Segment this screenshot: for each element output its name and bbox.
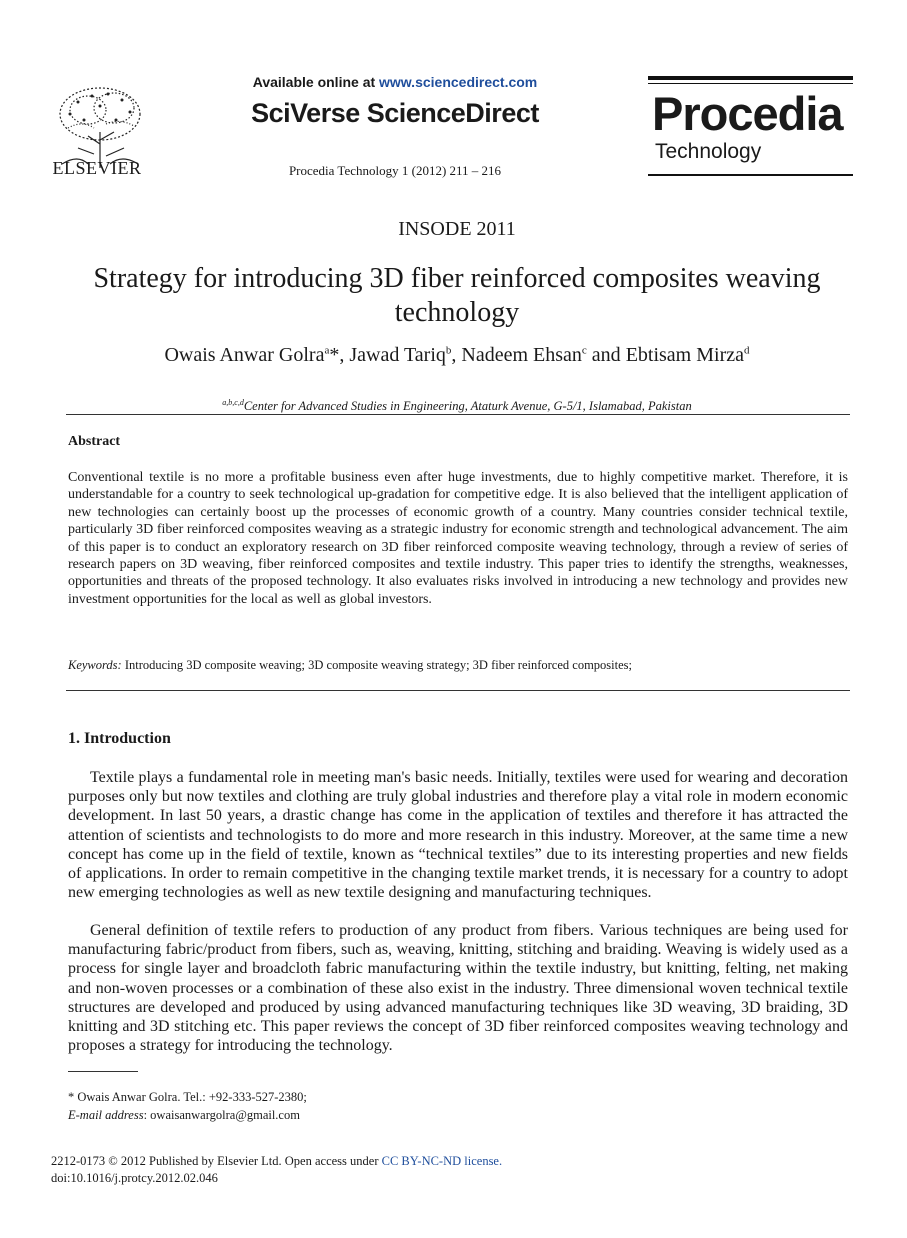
introduction-paragraph-2: General definition of textile refers to production of any product from fibers. Various techniques are being used for manufacturing fabric/product from fibers, such as, weaving, knitting, stitching and braiding. Weaving is widely used as a process for single layer and broadcloth fabric manufacturing within the textile industry, but knitting, felting, net making and non-woven processes or a combination of these also exist in the industry. Three dimensional woven technical textile structures are developed and produced by using advanced manufacturing techniques like 3D weaving, 3D braiding, 3D knitting and 3D stitching etc. This paper reviews the concept of 3D fiber reinforced composites weaving technology and proposes a strategy for introducing the technology. [68, 922, 848, 1055]
author-separator: *, [329, 344, 350, 366]
sciverse-sciencedirect-wordmark: SciVerse ScienceDirect [251, 98, 539, 128]
email-address: : owaisanwargolra@gmail.com [143, 1108, 300, 1122]
introduction-paragraph-1: Textile plays a fundamental role in meeting man's basic needs. Initially, textiles were used for wearing and decoration purposes only but now textiles and clothing are truly global industries and therefore play a vital role in modern economic development. In last 50 years, a drastic change has come in the application of textiles and therefore it has attracted the attention of scientists and technologists to do more and more research in this industry. Moreover, at the same time a new concept has come up in the field of textile, known as “technical textiles” due to its interesting properties and new fields of applications. In order to remain competitive in the changing textile market trends, it is necessary for a country to adopt new emerging technologies as well as new textile designing and manufacturing techniques. [68, 769, 848, 902]
footnote-rule [68, 1071, 138, 1072]
affiliation [60, 398, 854, 414]
paper-title: Strategy for introducing 3D fiber reinforced composites weaving technology [93, 263, 821, 328]
author-name: Owais Anwar Golra [164, 344, 325, 366]
author-affiliation-mark: a [324, 344, 330, 357]
doi-line: doi:10.1016/j.protcy.2012.02.046 [51, 1171, 218, 1185]
footnote-email [68, 1108, 300, 1123]
author-separator: and [586, 344, 626, 366]
author-name: Nadeem Ehsan [461, 344, 582, 366]
abstract-heading: Abstract [68, 434, 121, 449]
procedia-wordmark: Procedia [652, 87, 843, 140]
affiliation-marks: a,b,c,d [222, 398, 244, 407]
copyright-line [51, 1154, 502, 1169]
procedia-bottom-rule [648, 174, 853, 176]
elsevier-wordmark: ELSEVIER [52, 158, 142, 178]
keywords-label: Keywords: [68, 658, 122, 672]
author-list [60, 344, 854, 367]
author-affiliation-mark: c [581, 344, 587, 357]
procedia-top-rule [648, 76, 853, 80]
license-link[interactable]: CC BY-NC-ND license. [381, 1154, 503, 1168]
author-separator: , [451, 344, 462, 366]
available-online-line [180, 74, 610, 90]
keywords-text: Introducing 3D composite weaving; 3D composite weaving strategy; 3D fiber reinforced composites; [121, 658, 632, 672]
author-name: Ebtisam Mirza [625, 344, 744, 366]
available-prefix: Available online at [252, 74, 380, 90]
abstract-bottom-rule [66, 690, 850, 691]
abstract-top-rule [66, 414, 850, 415]
journal-reference: Procedia Technology 1 (2012) 211 – 216 [288, 163, 502, 178]
email-label: E-mail address [68, 1108, 144, 1122]
conference-name: INSODE 2011 [398, 218, 516, 240]
author-name: Jawad Tariq [349, 344, 446, 366]
author-affiliation-mark: d [744, 344, 750, 357]
abstract-text: Conventional textile is no more a profitable business even after huge investments, due to highly competitive market. Therefore, it is understandable for a country to seek technological up-gradation for competitive edge. It is also believed that the intelligent application of new technologies can certainly boost up the processes of economic growth of a country. Many countries consider technical textile, particularly 3D fiber reinforced composites weaving as a strategic industry for economic strength and technological advancement. The aim of this paper is to conduct an exploratory research on 3D fiber reinforced composite weaving technology, through a review of series of research papers on 3D weaving, fiber reinforced composites and textile industry. This paper tries to identify the strengths, weaknesses, opportunities and threats of the proposed technology. It also evaluates risks involved in introducing a new technology and provides new investment opportunities for the local as well as global investors. [68, 470, 848, 607]
keywords-line [68, 658, 848, 673]
copyright-text: 2212-0173 © 2012 Published by Elsevier Ltd. Open access under [51, 1154, 382, 1168]
sciencedirect-link[interactable]: www.sciencedirect.com [379, 74, 538, 90]
procedia-top-thin-rule [648, 83, 853, 84]
affiliation-text: Center for Advanced Studies in Engineering, Ataturk Avenue, G-5/1, Islamabad, Pakistan [243, 399, 692, 414]
author-affiliation-mark: b [445, 344, 452, 357]
footnote-corresponding-author: * Owais Anwar Golra. Tel.: +92-333-527-2380; [68, 1090, 307, 1104]
procedia-technology-label: Technology [655, 140, 762, 163]
introduction-heading: 1. Introduction [68, 730, 171, 747]
